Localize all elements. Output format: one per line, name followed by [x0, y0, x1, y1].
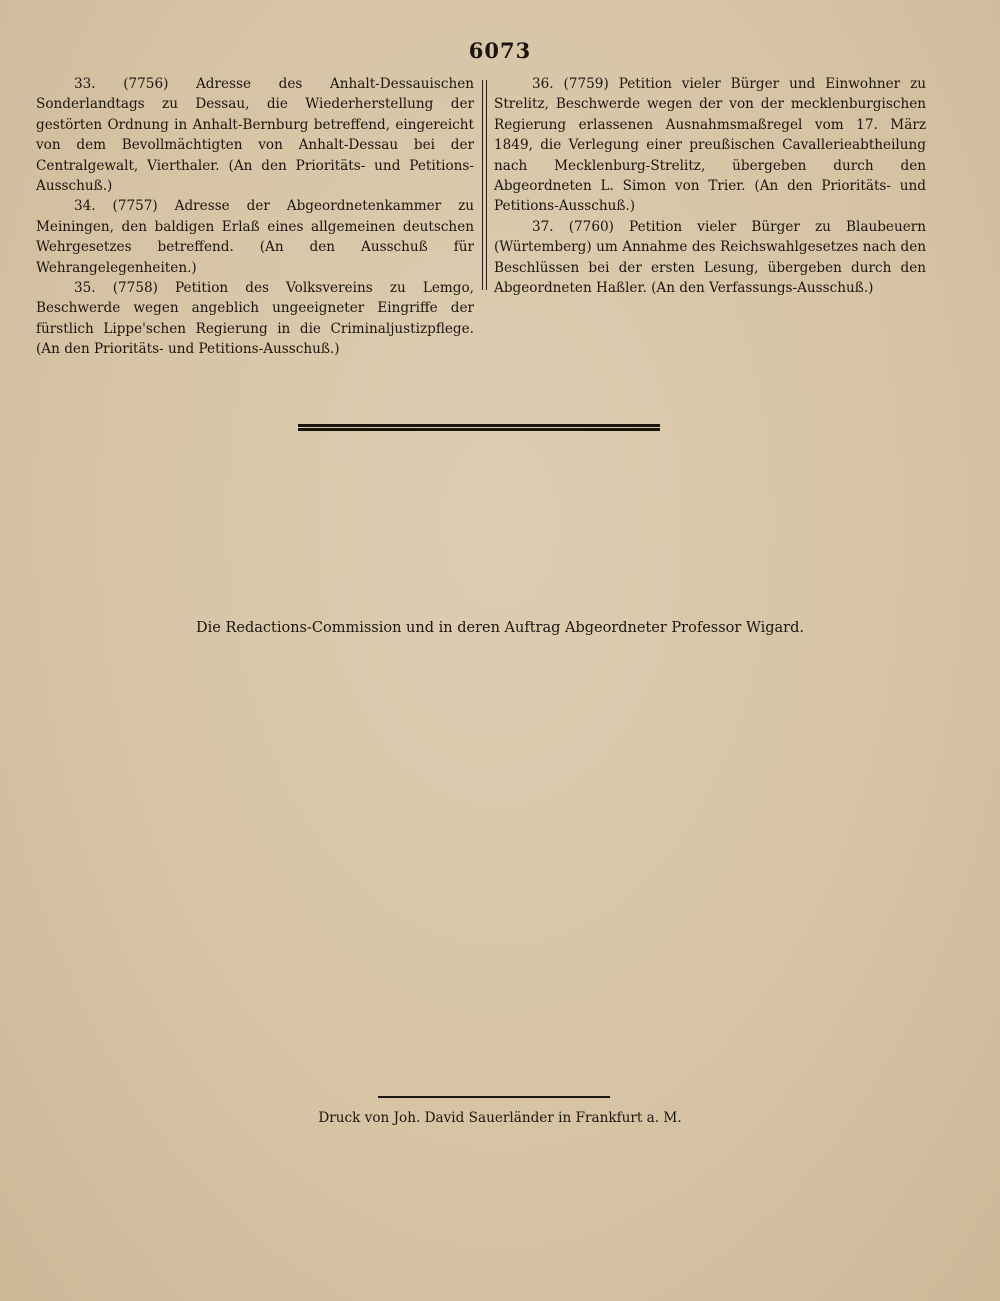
- entry-36: 36. (7759) Petition vieler Bürger und Einwohner zu Strelitz, Beschwerde wegen der von der mecklenburgischen Regierung erlassenen Ausnahmsmaßregel vom 17. März 1849, die Verlegung einer preußischen Cavallerieabtheilung nach Mecklenburg-Strelitz, übergeben durch den Abgeordneten L. Simon von Trier. (An den Prioritäts- und Petitions-Ausschuß.): [494, 76, 926, 215]
- printer-imprint: Druck von Joh. David Sauerländer in Frankfurt a. M.: [318, 1110, 682, 1126]
- left-column: [36, 74, 474, 360]
- column-divider: [482, 80, 487, 290]
- entry-37: 37. (7760) Petition vieler Bürger zu Blaubeuern (Würtemberg) um Annahme des Reichswahlgesetzes nach den Beschlüssen bei der ersten Lesung, übergeben durch den Abgeordneten Haßler. (An den Verfassungs-Ausschuß.): [494, 218, 926, 297]
- entry-33: 33. (7756) Adresse des Anhalt-Dessauischen Sonderlandtags zu Dessau, die Wiederherstellung der gestörten Ordnung in Anhalt-Bernburg betreffend, eingereicht von dem Bevollmächtigten von Anhalt-Dessau bei der Centralgewalt, Vierthaler. (An den Prioritäts- und Petitions-Ausschuß.): [36, 76, 474, 195]
- separator-rule: [298, 424, 660, 427]
- entry-35: 35. (7758) Petition des Volksvereins zu Lemgo, Beschwerde wegen angeblich ungeeigneter Eingriffe der fürstlich Lippe'schen Regierung in die Criminaljustizpflege. (An den Prioritäts- und Petitions-Ausschuß.): [36, 280, 474, 358]
- page-number: 6073: [468, 38, 532, 63]
- entry-34: 34. (7757) Adresse der Abgeordnetenkammer zu Meiningen, den baldigen Erlaß eines allgemeinen deutschen Wehrgesetzes betreffend. (An den Ausschuß für Wehrangelegenheiten.): [36, 198, 474, 276]
- imprint-rule: [378, 1096, 610, 1098]
- right-column: [494, 74, 926, 298]
- signature-line: Die Redactions-Commission und in deren Auftrag Abgeordneter Professor Wigard.: [196, 620, 804, 636]
